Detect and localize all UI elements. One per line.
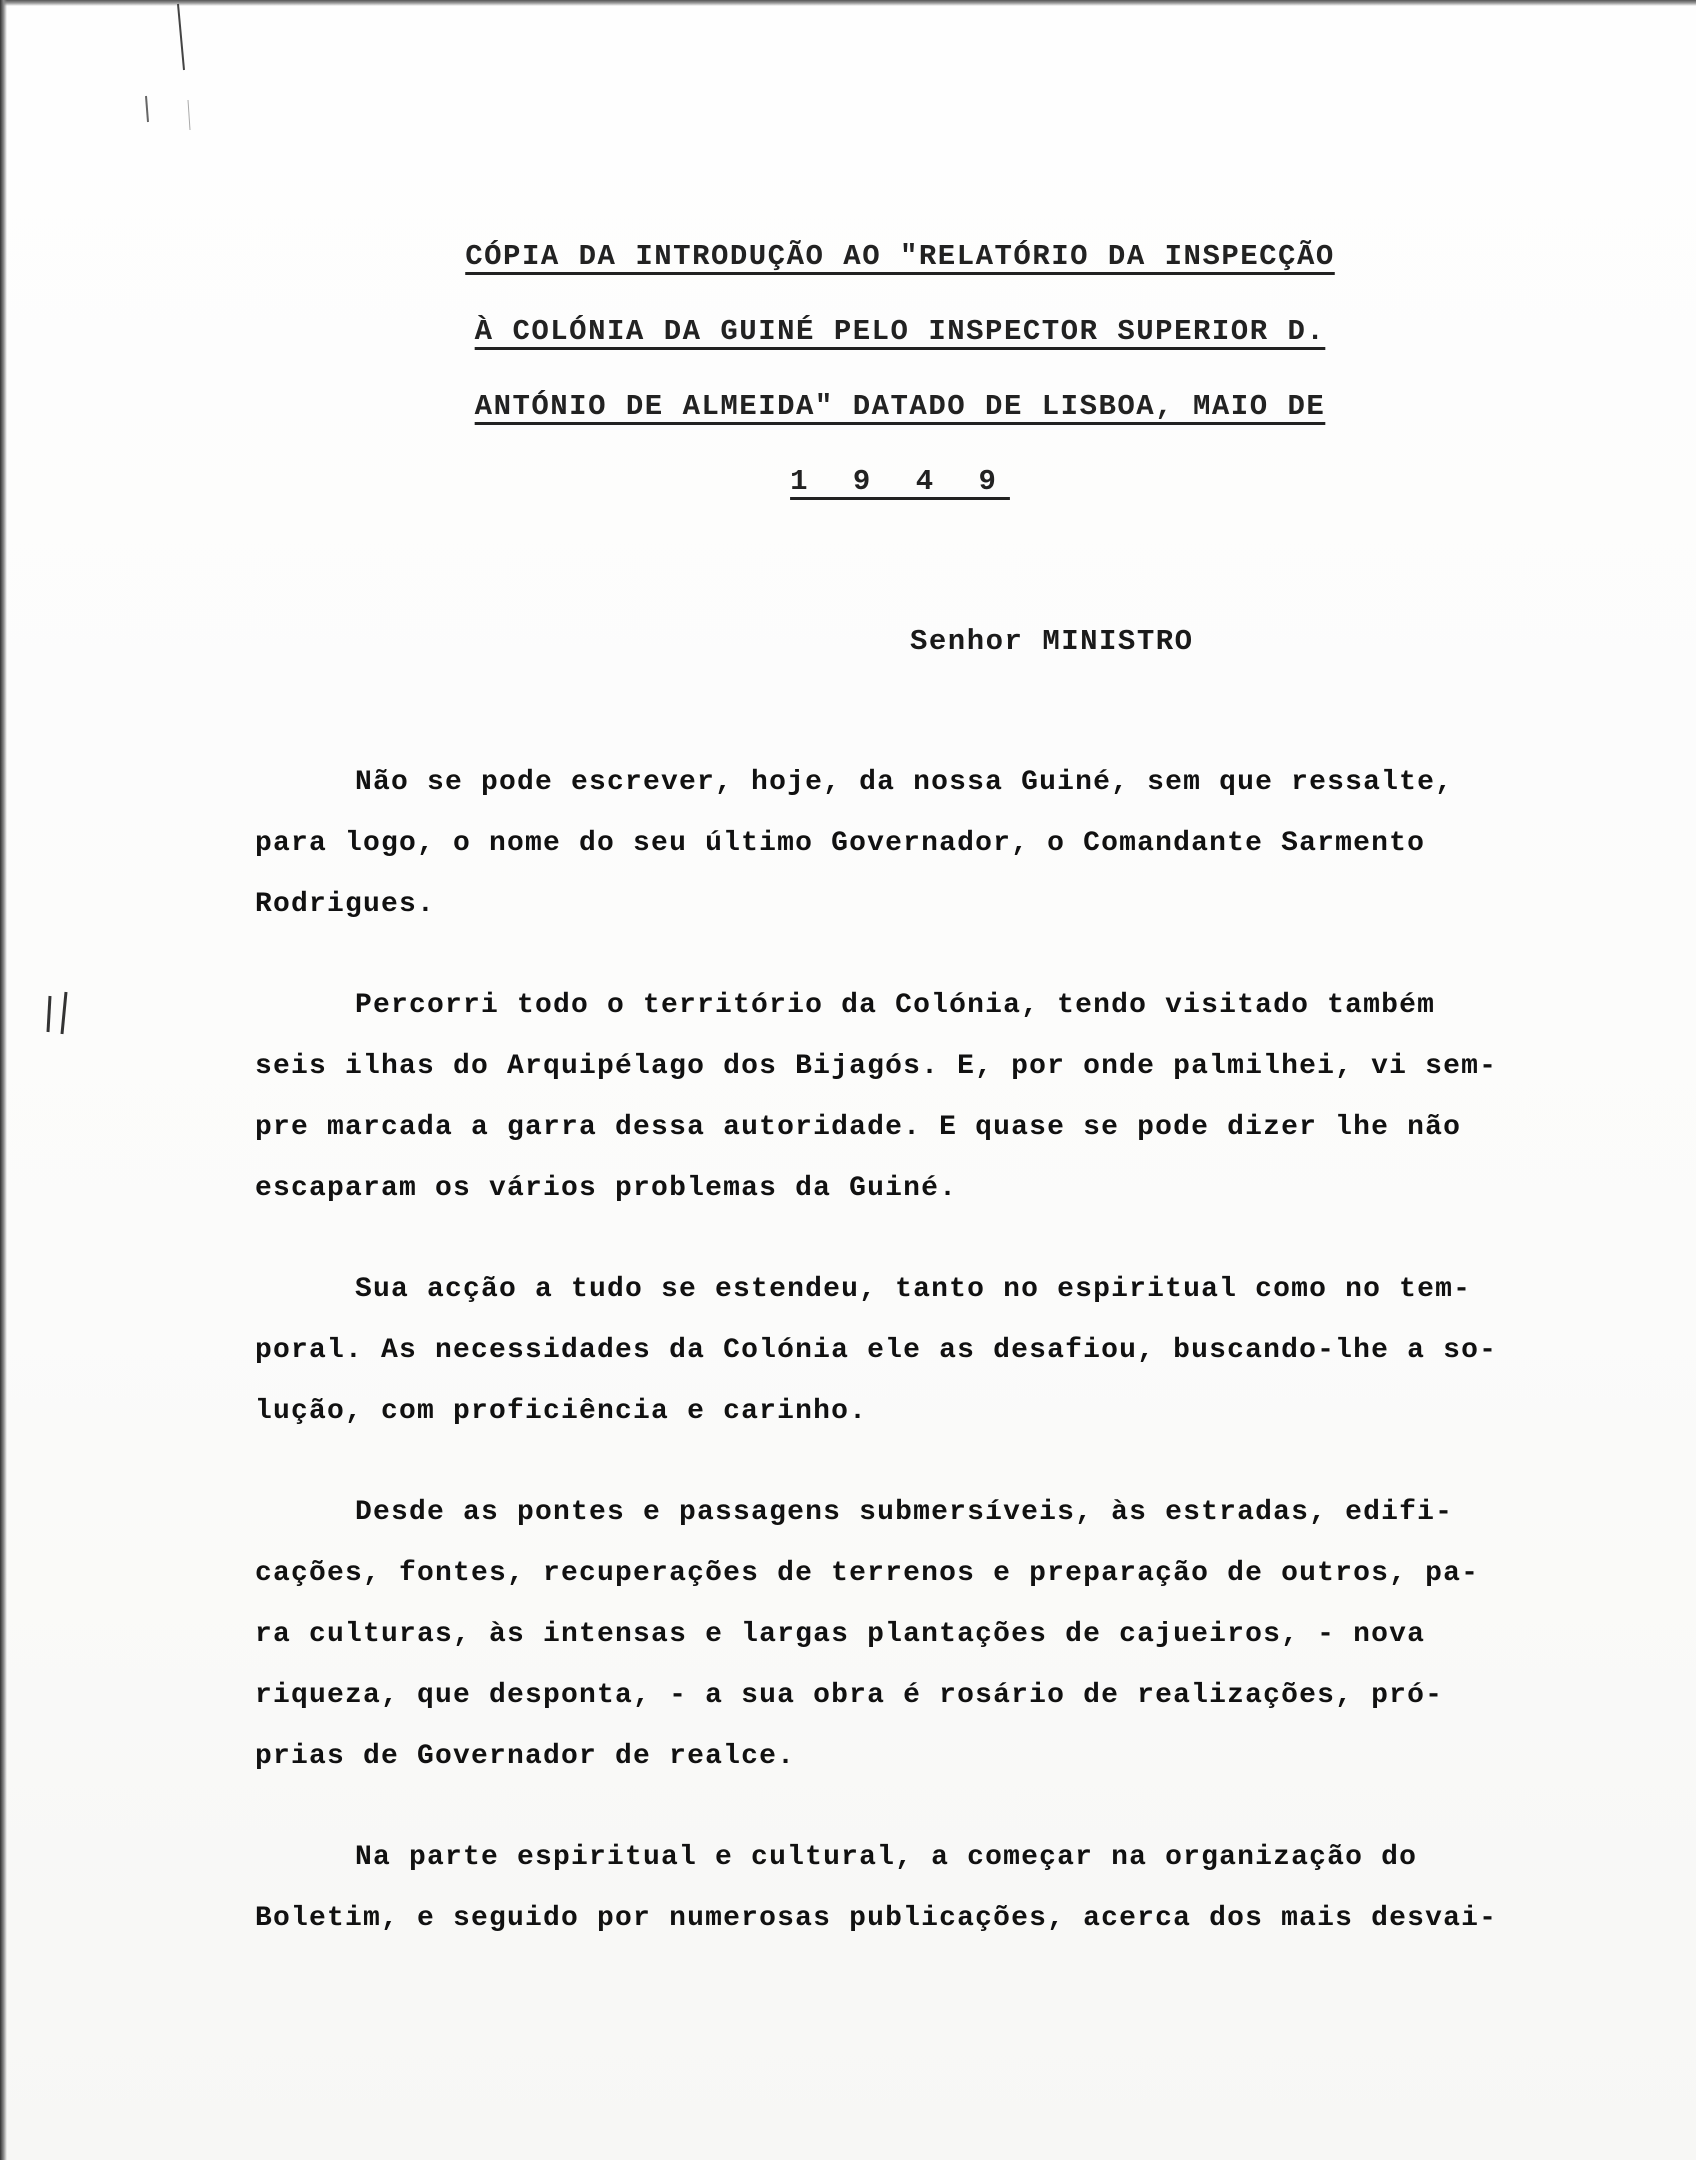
binder-hole-marks xyxy=(140,0,200,140)
text-line: seis ilhas do Arquipélago dos Bijagós. E, por onde palmilhei, vi sem- xyxy=(255,1051,1498,1082)
margin-pencil-marks xyxy=(38,990,98,1050)
text-line: ra culturas, às intensas e largas plantações de cajueiros, - nova xyxy=(255,1619,1426,1650)
document-body xyxy=(255,752,1545,1989)
paragraph-3 xyxy=(255,1259,1545,1442)
title-line-1: CÓPIA DA INTRODUÇÃO AO "RELATÓRIO DA INSPECÇÃO xyxy=(465,240,1335,273)
page-edge-left xyxy=(0,0,7,2160)
text-line: Boletim, e seguido por numerosas publicações, acerca dos mais desvai- xyxy=(255,1903,1498,1934)
text-line: Na parte espiritual e cultural, a começar na organização do xyxy=(355,1842,1418,1873)
title-line-2: À COLÓNIA DA GUINÉ PELO INSPECTOR SUPERIOR D. xyxy=(474,315,1326,348)
text-line: prias de Governador de realce. xyxy=(255,1741,796,1772)
paragraph-2 xyxy=(255,975,1545,1219)
text-line: riqueza, que desponta, - a sua obra é rosário de realizações, pró- xyxy=(255,1680,1444,1711)
salutation: Senhor MINISTRO xyxy=(910,625,1194,658)
text-line: Não se pode escrever, hoje, da nossa Guiné, sem que ressalte, xyxy=(355,767,1454,798)
document-title xyxy=(400,232,1400,532)
paragraph-1 xyxy=(255,752,1545,935)
page-edge-top xyxy=(0,0,1696,6)
title-line-3: ANTÓNIO DE ALMEIDA" DATADO DE LISBOA, MAIO DE xyxy=(474,390,1326,423)
text-line: Desde as pontes e passagens submersíveis, às estradas, edifi- xyxy=(355,1497,1454,1528)
title-year: 1 9 4 9 xyxy=(790,465,1010,498)
text-line: Rodrigues. xyxy=(255,889,436,920)
text-line: pre marcada a garra dessa autoridade. E quase se pode dizer lhe não xyxy=(255,1112,1462,1143)
paragraph-4 xyxy=(255,1482,1545,1787)
text-line: poral. As necessidades da Colónia ele as desafiou, buscando-lhe a so- xyxy=(255,1335,1498,1366)
text-line: escaparam os vários problemas da Guiné. xyxy=(255,1173,958,1204)
text-line: para logo, o nome do seu último Governador, o Comandante Sarmento xyxy=(255,828,1426,859)
text-line: lução, com proficiência e carinho. xyxy=(255,1396,868,1427)
text-line: cações, fontes, recuperações de terrenos e preparação de outros, pa- xyxy=(255,1558,1480,1589)
text-line: Sua acção a tudo se estendeu, tanto no espiritual como no tem- xyxy=(355,1274,1472,1305)
paragraph-5 xyxy=(255,1827,1545,1949)
text-line: Percorri todo o território da Colónia, tendo visitado também xyxy=(355,990,1436,1021)
